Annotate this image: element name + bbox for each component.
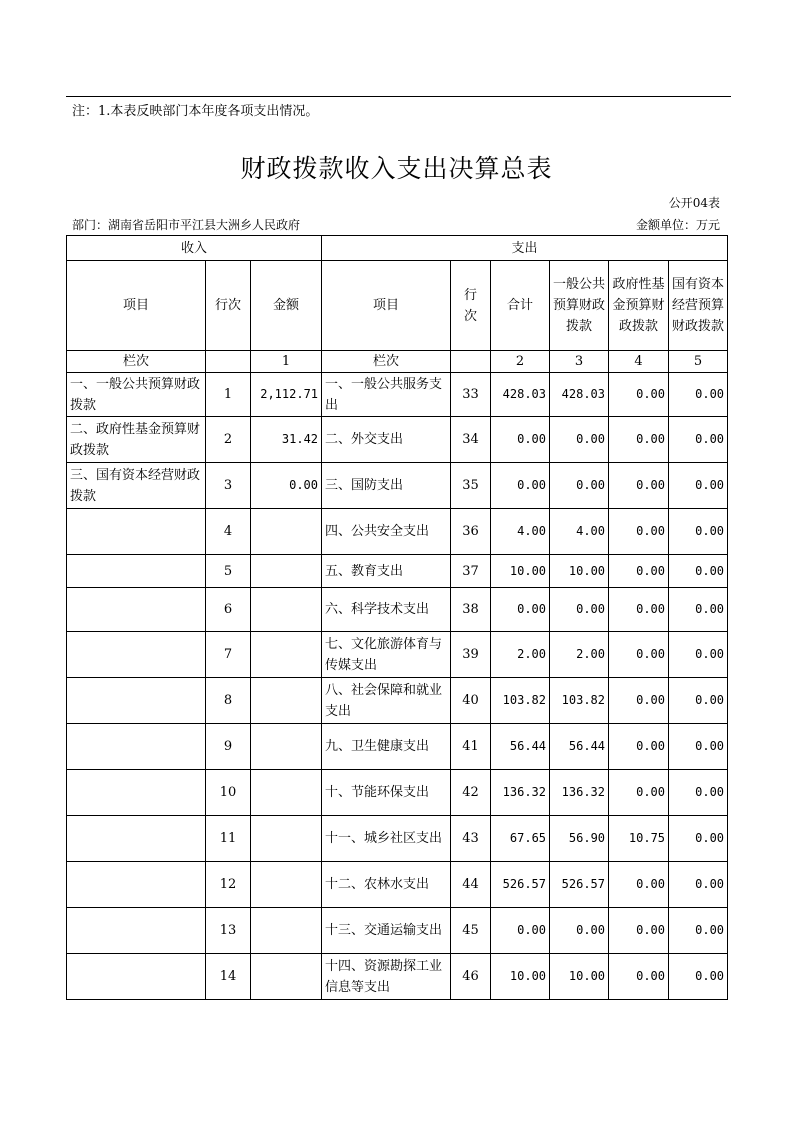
total-cell: 103.82 — [491, 678, 550, 724]
expense-row-no-cell: 42 — [451, 770, 491, 816]
expense-row-no-cell: 40 — [451, 678, 491, 724]
expense-item-header: 项目 — [322, 261, 451, 351]
general-budget-cell: 10.00 — [550, 555, 609, 588]
total-cell: 10.00 — [491, 954, 550, 1000]
total-cell: 526.57 — [491, 862, 550, 908]
table-row — [67, 724, 728, 770]
expense-row-no-cell: 38 — [451, 588, 491, 632]
income-row-no-cell: 5 — [206, 555, 251, 588]
income-row-no-cell: 1 — [206, 373, 251, 417]
income-row-no-cell: 12 — [206, 862, 251, 908]
column-index-row — [67, 351, 728, 373]
table-row — [67, 632, 728, 678]
general-budget-cell: 0.00 — [550, 908, 609, 954]
expense-row-no-cell: 36 — [451, 509, 491, 555]
total-cell: 67.65 — [491, 816, 550, 862]
income-amount-cell — [251, 509, 322, 555]
expense-item-cell: 十三、交通运输支出 — [322, 908, 451, 954]
col-index-5: 5 — [669, 351, 728, 373]
col-index-4: 4 — [609, 351, 669, 373]
table-row — [67, 678, 728, 724]
income-row-no-cell: 2 — [206, 417, 251, 463]
expense-item-cell: 十二、农林水支出 — [322, 862, 451, 908]
state-capital-cell: 0.00 — [669, 862, 728, 908]
total-cell: 0.00 — [491, 463, 550, 509]
income-row-no-cell: 14 — [206, 954, 251, 1000]
income-item-cell — [67, 588, 206, 632]
table-row — [67, 588, 728, 632]
col-index-2: 2 — [491, 351, 550, 373]
total-cell: 4.00 — [491, 509, 550, 555]
expense-row-no-cell: 46 — [451, 954, 491, 1000]
income-item-cell — [67, 862, 206, 908]
income-row-no-cell: 10 — [206, 770, 251, 816]
expense-row-no-cell: 35 — [451, 463, 491, 509]
general-budget-header: 一般公共预算财政拨款 — [550, 261, 609, 351]
table-row — [67, 770, 728, 816]
expense-item-cell: 七、文化旅游体育与传媒支出 — [322, 632, 451, 678]
general-budget-cell: 0.00 — [550, 463, 609, 509]
expense-row-no-cell: 41 — [451, 724, 491, 770]
general-budget-cell: 526.57 — [550, 862, 609, 908]
income-row-no-cell: 7 — [206, 632, 251, 678]
total-header: 合计 — [491, 261, 550, 351]
expense-row-no-cell: 44 — [451, 862, 491, 908]
expense-col-index-label: 栏次 — [322, 351, 451, 373]
gov-fund-header: 政府性基金预算财政拨款 — [609, 261, 669, 351]
income-item-cell: 三、国有资本经营财政拨款 — [67, 463, 206, 509]
expense-item-cell: 一、一般公共服务支出 — [322, 373, 451, 417]
state-capital-cell: 0.00 — [669, 373, 728, 417]
general-budget-cell: 56.90 — [550, 816, 609, 862]
expense-row-no-cell: 33 — [451, 373, 491, 417]
total-cell: 10.00 — [491, 555, 550, 588]
income-row-no-header: 行次 — [206, 261, 251, 351]
expense-item-cell: 五、教育支出 — [322, 555, 451, 588]
income-amount-header: 金额 — [251, 261, 322, 351]
gov-fund-cell: 0.00 — [609, 509, 669, 555]
income-item-cell — [67, 632, 206, 678]
expense-item-cell: 八、社会保障和就业支出 — [322, 678, 451, 724]
expense-item-cell: 九、卫生健康支出 — [322, 724, 451, 770]
gov-fund-cell: 0.00 — [609, 862, 669, 908]
gov-fund-cell: 0.00 — [609, 373, 669, 417]
income-item-cell — [67, 724, 206, 770]
state-capital-cell: 0.00 — [669, 632, 728, 678]
table-row — [67, 373, 728, 417]
gov-fund-cell: 0.00 — [609, 908, 669, 954]
table-row — [67, 509, 728, 555]
expense-item-cell: 四、公共安全支出 — [322, 509, 451, 555]
income-row-no-cell: 11 — [206, 816, 251, 862]
income-amount-cell — [251, 632, 322, 678]
section-header-row — [67, 236, 728, 261]
expense-row-no-header: 行 次 — [451, 261, 491, 351]
total-cell: 0.00 — [491, 908, 550, 954]
state-capital-cell: 0.00 — [669, 816, 728, 862]
income-amount-cell — [251, 954, 322, 1000]
table-row — [67, 862, 728, 908]
state-capital-cell: 0.00 — [669, 678, 728, 724]
expense-item-cell: 六、科学技术支出 — [322, 588, 451, 632]
table-row — [67, 816, 728, 862]
income-item-cell — [67, 954, 206, 1000]
general-budget-cell: 4.00 — [550, 509, 609, 555]
income-amount-cell — [251, 678, 322, 724]
income-amount-cell — [251, 816, 322, 862]
expense-item-cell: 十一、城乡社区支出 — [322, 816, 451, 862]
expense-item-cell: 二、外交支出 — [322, 417, 451, 463]
income-amount-cell — [251, 555, 322, 588]
state-capital-cell: 0.00 — [669, 908, 728, 954]
income-amount-cell: 31.42 — [251, 417, 322, 463]
table-row — [67, 463, 728, 509]
top-rule — [66, 96, 731, 97]
income-item-header: 项目 — [67, 261, 206, 351]
income-item-cell: 一、一般公共预算财政拨款 — [67, 373, 206, 417]
total-cell: 136.32 — [491, 770, 550, 816]
income-amount-cell — [251, 862, 322, 908]
state-capital-cell: 0.00 — [669, 555, 728, 588]
income-item-cell — [67, 678, 206, 724]
table-row — [67, 954, 728, 1000]
general-budget-cell: 0.00 — [550, 588, 609, 632]
state-capital-cell: 0.00 — [669, 724, 728, 770]
table-row — [67, 908, 728, 954]
income-section-header: 收入 — [67, 236, 322, 261]
total-cell: 2.00 — [491, 632, 550, 678]
gov-fund-cell: 0.00 — [609, 555, 669, 588]
expense-item-cell: 十、节能环保支出 — [322, 770, 451, 816]
table-row — [67, 555, 728, 588]
gov-fund-cell: 0.00 — [609, 724, 669, 770]
table-row — [67, 417, 728, 463]
expense-row-no-cell: 37 — [451, 555, 491, 588]
income-row-no-cell: 3 — [206, 463, 251, 509]
expense-item-cell: 十四、资源勘探工业信息等支出 — [322, 954, 451, 1000]
table-note: 注：1.本表反映部门本年度各项支出情况。 — [72, 104, 319, 119]
income-amount-cell — [251, 770, 322, 816]
state-capital-cell: 0.00 — [669, 588, 728, 632]
col-index-1: 1 — [251, 351, 322, 373]
gov-fund-cell: 0.00 — [609, 632, 669, 678]
income-row-no-index — [206, 351, 251, 373]
col-index-3: 3 — [550, 351, 609, 373]
income-amount-cell: 2,112.71 — [251, 373, 322, 417]
column-header-row — [67, 261, 728, 351]
expense-row-no-index — [451, 351, 491, 373]
income-item-cell — [67, 908, 206, 954]
budget-table — [66, 235, 728, 1000]
income-item-cell — [67, 770, 206, 816]
income-row-no-cell: 13 — [206, 908, 251, 954]
income-item-cell — [67, 555, 206, 588]
expense-row-no-cell: 34 — [451, 417, 491, 463]
total-cell: 0.00 — [491, 417, 550, 463]
gov-fund-cell: 0.00 — [609, 417, 669, 463]
state-capital-cell: 0.00 — [669, 417, 728, 463]
total-cell: 0.00 — [491, 588, 550, 632]
income-amount-cell — [251, 908, 322, 954]
general-budget-cell: 56.44 — [550, 724, 609, 770]
general-budget-cell: 103.82 — [550, 678, 609, 724]
general-budget-cell: 10.00 — [550, 954, 609, 1000]
amount-unit-label: 金额单位：万元 — [635, 218, 720, 232]
state-capital-header: 国有资本经营预算财政拨款 — [669, 261, 728, 351]
income-row-no-cell: 9 — [206, 724, 251, 770]
page-title: 财政拨款收入支出决算总表 — [240, 154, 553, 183]
income-row-no-cell: 6 — [206, 588, 251, 632]
income-item-cell: 二、政府性基金预算财政拨款 — [67, 417, 206, 463]
state-capital-cell: 0.00 — [669, 463, 728, 509]
general-budget-cell: 136.32 — [550, 770, 609, 816]
department-label: 部门：湖南省岳阳市平江县大洲乡人民政府 — [72, 218, 301, 232]
total-cell: 56.44 — [491, 724, 550, 770]
total-cell: 428.03 — [491, 373, 550, 417]
general-budget-cell: 2.00 — [550, 632, 609, 678]
gov-fund-cell: 0.00 — [609, 463, 669, 509]
income-col-index-label: 栏次 — [67, 351, 206, 373]
state-capital-cell: 0.00 — [669, 509, 728, 555]
state-capital-cell: 0.00 — [669, 770, 728, 816]
expense-section-header: 支出 — [322, 236, 728, 261]
expense-item-cell: 三、国防支出 — [322, 463, 451, 509]
gov-fund-cell: 10.75 — [609, 816, 669, 862]
gov-fund-cell: 0.00 — [609, 954, 669, 1000]
income-amount-cell — [251, 724, 322, 770]
general-budget-cell: 428.03 — [550, 373, 609, 417]
state-capital-cell: 0.00 — [669, 954, 728, 1000]
expense-row-no-cell: 43 — [451, 816, 491, 862]
income-row-no-cell: 8 — [206, 678, 251, 724]
income-amount-cell — [251, 588, 322, 632]
income-item-cell — [67, 509, 206, 555]
gov-fund-cell: 0.00 — [609, 678, 669, 724]
income-amount-cell: 0.00 — [251, 463, 322, 509]
income-row-no-cell: 4 — [206, 509, 251, 555]
general-budget-cell: 0.00 — [550, 417, 609, 463]
gov-fund-cell: 0.00 — [609, 770, 669, 816]
income-item-cell — [67, 816, 206, 862]
expense-row-no-cell: 39 — [451, 632, 491, 678]
expense-row-no-cell: 45 — [451, 908, 491, 954]
form-number: 公开04表 — [668, 196, 720, 210]
gov-fund-cell: 0.00 — [609, 588, 669, 632]
